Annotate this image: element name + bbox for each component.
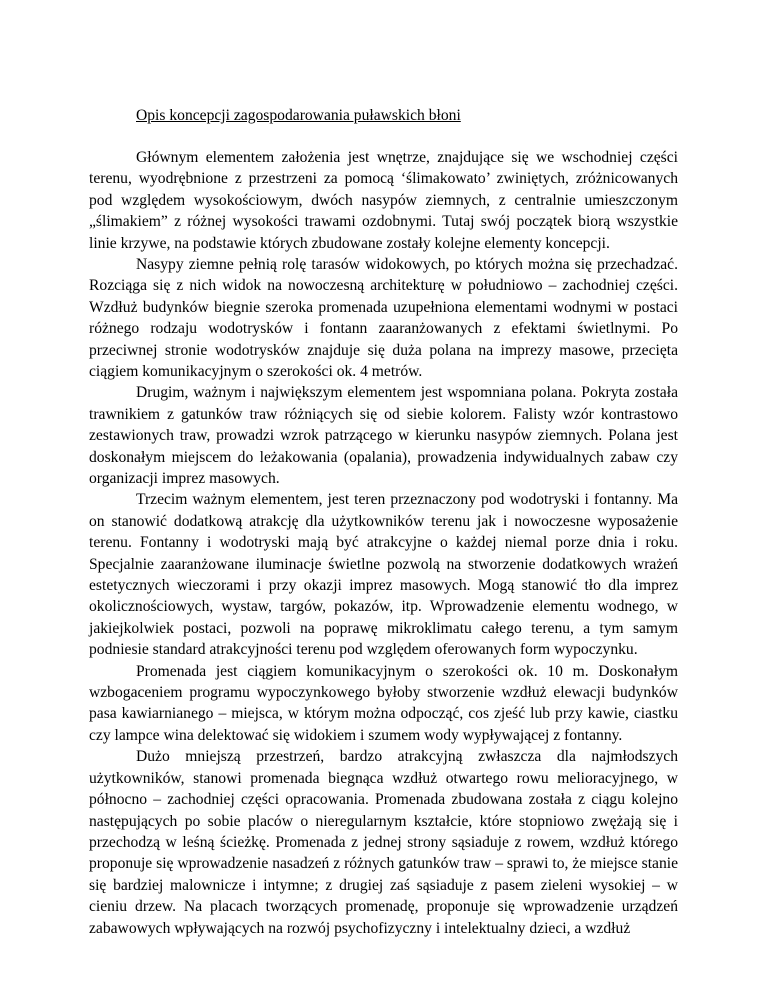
paragraph-meadow: Drugim, ważnym i największym elementem jest wspomniana polana. Pokryta została trawnikiem z gatunków traw różniących się od siebie kolorem. Falisty wzór kontrastowo zestawionych traw, prowadzi wzrok patrzącego w kierunku nasypów ziemnych. Polana jest doskonałym miejscem do leżakowania (opalania), prowadzenia indywidualnych zabaw czy organizacji imprez masowych. [89, 384, 678, 487]
paragraph-small-promenade: Dużo mniejszą przestrzeń, bardzo atrakcyjną zwłaszcza dla najmłodszych użytkowników, stanowi promenada biegnąca wzdłuż otwartego rowu melioracyjnego, w północno – zachodniej części opracowania. Promenada zbudowana została z ciągu kolejno następujących po sobie placów o nieregularnym kształcie, które stopniowo zwężają się i przechodzą w leśną ścieżkę. Promenada z jednej strony sąsiaduje z rowem, wzdłuż którego proponuje się wprowadzenie nasadzeń z różnych gatunków traw – sprawi to, że miejsce stanie się bardziej malownicze i intymne; z drugiej zaś sąsiaduje z pasem zieleni wysokiej – w cieniu drzew. Na placach tworzących promenadę, proponuje się wprowadzenie urządzeń zabawowych wpływających na rozwój psychofizyczny i intelektualny dzieci, a wzdłuż [89, 748, 678, 937]
paragraph-fountains: Trzecim ważnym elementem, jest teren przeznaczony pod wodotryski i fontanny. Ma on stanowić dodatkową atrakcję dla użytkowników terenu jak i nowoczesne wyposażenie terenu. Fontanny i wodotryski mają być atrakcyjne o każdej niemal porze dnia i roku. Specjalnie zaaranżowane iluminacje świetlne pozwolą na stworzenie dodatkowych wrażeń estetycznych wieczorami i przy okazji imprez masowych. Mogą stanowić tło dla imprez okolicznościowych, wystaw, targów, pokazów, itp. Wprowadzenie elementu wodnego, w jakiejkolwiek postaci, pozwoli na poprawę mikroklimatu całego terenu, a tym samym podniesie standard atrakcyjności terenu pod względem oferowanych form wypoczynku. [89, 491, 678, 659]
document-page [89, 105, 678, 939]
paragraph-main-element: Głównym elementem założenia jest wnętrze, znajdujące się we wschodniej części terenu, wyodrębnione z przestrzeni za pomocą ‘ślimakowato’ zwiniętych, zróżnicowanych pod względem wysokościowym, dwóch nasypów ziemnych, z centralnie umieszczonym „ślimakiem” z różnej wysokości trawami ozdobnymi. Tutaj swój początek biorą wszystkie linie krzywe, na podstawie których zbudowane zostały kolejne elementy koncepcji. [89, 148, 678, 252]
paragraph-earth-mounds: Nasypy ziemne pełnią rolę tarasów widokowych, po których można się przechadzać. Rozciąga się z nich widok na nowoczesną architekturę w południowo – zachodniej części. Wzdłuż budynków biegnie szeroka promenada uzupełniona elementami wodnymi w postaci różnego rodzaju wodotrysków i fontann zaaranżowanych z efektami świetlnymi. Po przeciwnej stronie wodotrysków znajduje się duża polana na imprezy masowe, przecięta ciągiem komunikacyjnym o szerokości ok. 4 metrów. [89, 255, 678, 380]
paragraph-promenade: Promenada jest ciągiem komunikacyjnym o szerokości ok. 10 m. Doskonałym wzbogaceniem programu wypoczynkowego byłoby stworzenie wzdłuż elewacji budynków pasa kawiarnianego – miejsca, w którym można odpocząć, cos zjeść lub przy kawie, ciastku czy lampce wina delektować się widokiem i szumem wody wypływającej z fontanny. [89, 662, 678, 744]
document-title: Opis koncepcji zagospodarowania puławskich błoni [136, 107, 461, 124]
